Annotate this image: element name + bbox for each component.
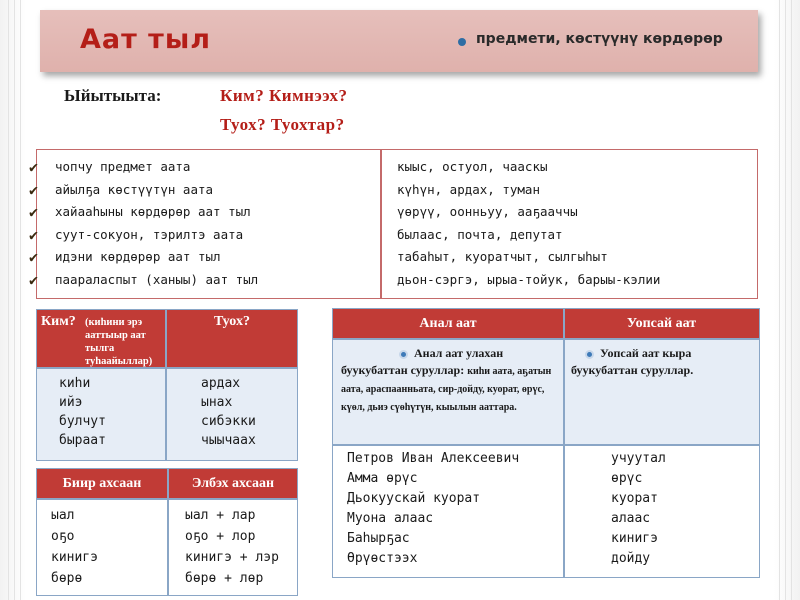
list-item: кинигэ + лэр [185, 550, 279, 565]
list-item: Өрүөстээх [347, 551, 418, 566]
checkmark-icon: ✔ [29, 180, 39, 199]
bullet-icon [585, 350, 594, 359]
row-divider [333, 444, 759, 446]
list-item: ыал [51, 508, 75, 523]
checkmark-icon: ✔ [29, 270, 39, 289]
list-item: дойду [611, 551, 651, 566]
proper-header: Анал аат [419, 316, 477, 331]
column-divider [165, 310, 167, 460]
common-rule: Уопсай аат кыра буукубаттан суруллар. [571, 346, 694, 377]
kim-word-list [59, 374, 106, 450]
plural-word-list [185, 505, 279, 589]
list-item: ийэ [59, 395, 83, 410]
page-subtitle: предмети, көстүүнү көрдөрөр [476, 31, 723, 47]
list-item: үөрүү, оонньуу, ааҕааччы [397, 204, 578, 220]
list-item: өрүс [611, 471, 643, 486]
list-item: кинигэ [611, 531, 658, 546]
checkmark-icon: ✔ [29, 248, 39, 267]
list-item: ✔ суут-сокуон, тэрилтэ аата [37, 224, 377, 247]
list-item: ыал + лар [185, 508, 256, 523]
list-item: учуутал [611, 451, 666, 466]
column-divider [563, 309, 565, 577]
right-decor-stripe [774, 0, 800, 600]
list-item: Муона алаас [347, 511, 434, 526]
list-item: табаһыт, куоратчыт, сылгыһыт [397, 249, 608, 265]
list-item: ынах [201, 395, 233, 410]
list-item: Петров Иван Алексеевич [347, 451, 520, 466]
list-item: бөрө + лөр [185, 571, 264, 586]
list-item: быраат [59, 433, 106, 448]
list-item: кыыс, остуол, чааскы [397, 159, 548, 174]
list-item: булчут [59, 414, 106, 429]
proper-common-table [332, 308, 760, 578]
list-item: ✔ чопчу предмет аата [37, 156, 377, 179]
list-item: сибэкки [201, 414, 256, 429]
tuokh-header: Туох? [214, 314, 250, 329]
list-item: ✔ паараласпыт (ханыы) аат тыл [37, 269, 377, 292]
list-item: оҕо + лор [185, 529, 256, 544]
proper-word-list [347, 449, 519, 569]
common-header: Уопсай аат [626, 316, 697, 331]
checkmark-icon: ✔ [29, 158, 39, 176]
list-item: ардах [201, 376, 241, 391]
noun-types-box [29, 149, 758, 299]
list-item: Дьокуускай куорат [347, 491, 481, 506]
column-divider [380, 150, 382, 298]
list-item: ✔ идэни көрдөрөр аат тыл [37, 246, 377, 269]
questions-who: Ким? Кимнээх? [220, 86, 348, 105]
noun-example-list [397, 156, 752, 292]
list-item: ✔ айылҕа көстүүтүн аата [37, 179, 377, 202]
kim-note: (киһини эрэ ааттыыр аат тылга туһаайыллар) [85, 317, 153, 367]
tuokh-word-list [201, 374, 256, 450]
title-banner [40, 10, 758, 72]
table-header [37, 310, 297, 368]
column-divider [167, 469, 169, 595]
list-item: былаас, почта, депутат [397, 226, 563, 242]
common-word-list [611, 449, 666, 569]
list-item: бөрө [51, 571, 83, 586]
row-divider [333, 338, 759, 340]
list-item: күһүн, ардах, туман [397, 181, 540, 197]
list-item: ✔ хайааһыны көрдөрөр аат тыл [37, 201, 377, 224]
list-item: Баһырҕас [347, 531, 410, 546]
kim-tuokh-table [36, 309, 298, 461]
list-item: куорат [611, 491, 658, 506]
list-item: чыычаах [201, 433, 256, 448]
list-item: дьон-сэргэ, ырыа-тойук, барыы-кэлии [397, 271, 661, 287]
singular-header: Биир ахсаан [62, 476, 142, 491]
singular-word-list [51, 505, 98, 589]
row-divider [37, 367, 297, 369]
list-item: кинигэ [51, 550, 98, 565]
checkmark-icon: ✔ [29, 203, 39, 222]
page-title: Аат тыл [80, 24, 212, 55]
questions-what: Туох? Туохтар? [220, 115, 345, 134]
proper-rule: Анал аат улахан буукубаттан суруллар: киһи аата, аҕатын аата, араспаанньата, сир-дойду, куорат, өрүс, күөл, дьиэ сүөһүтүн, кыылын ааттара. [341, 346, 552, 413]
checkmark-icon: ✔ [29, 225, 39, 244]
number-table [36, 468, 298, 596]
noun-type-list [29, 156, 377, 292]
questions-label: Ыйытыыта: [64, 86, 162, 105]
bullet-icon [458, 38, 466, 46]
list-item: киһи [59, 376, 91, 391]
bullet-icon [399, 350, 408, 359]
list-item: Амма өрүс [347, 471, 418, 486]
list-item: алаас [611, 511, 651, 526]
table-header [333, 309, 759, 339]
left-decor-stripe [0, 0, 26, 600]
list-item: оҕо [51, 529, 75, 544]
plural-header: Элбэх ахсаан [191, 476, 275, 491]
row-divider [37, 498, 297, 500]
kim-header: Ким? [41, 314, 76, 329]
